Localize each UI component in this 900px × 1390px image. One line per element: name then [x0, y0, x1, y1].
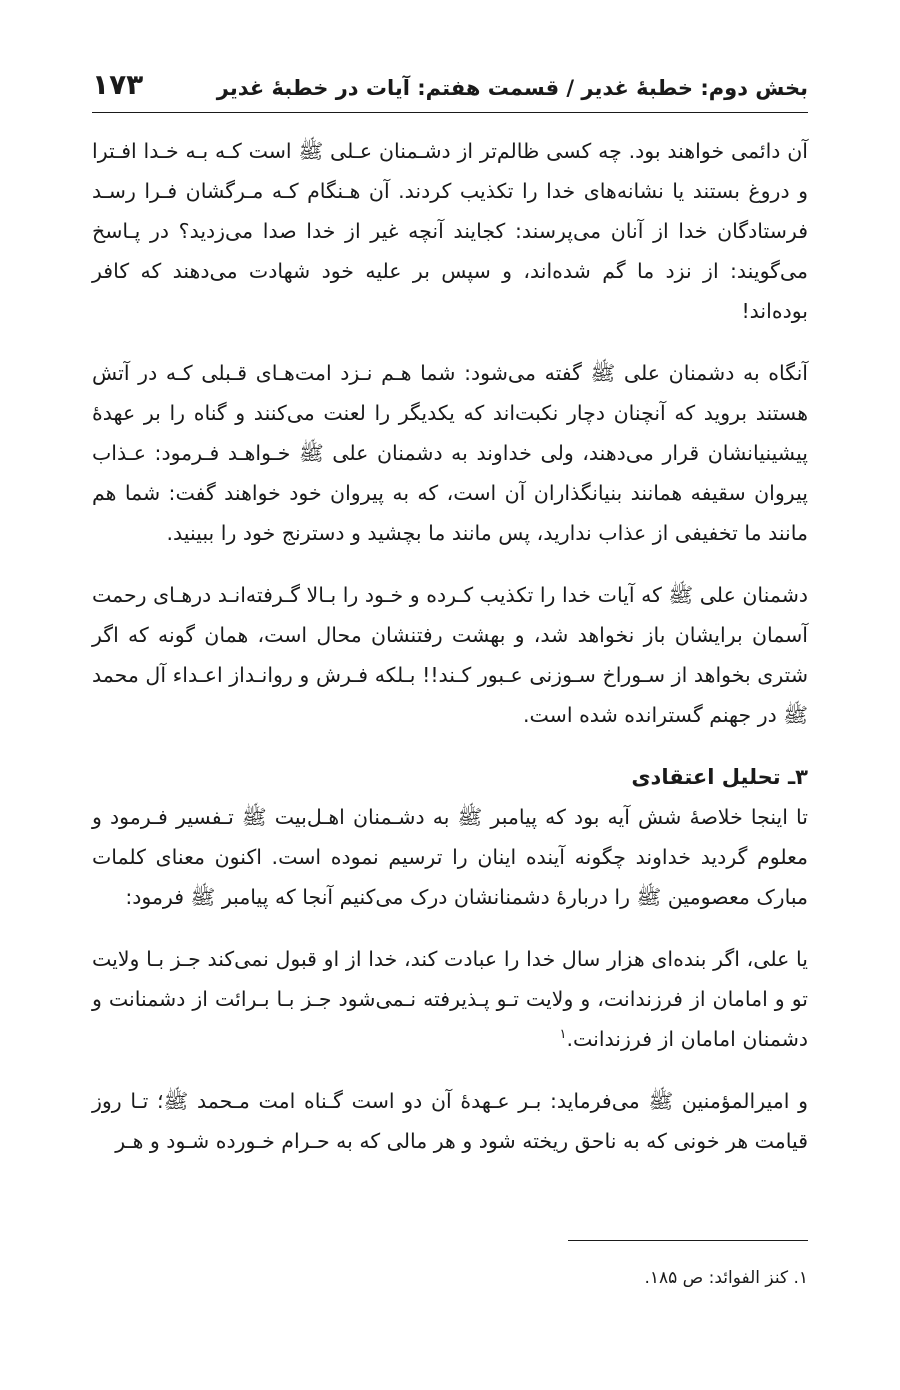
paragraph-3: دشمنان علی ﷺ که آیات خدا را تکذیب کـرده و خـود را بـالا گـرفته‌انـد درهـای رحمت آسمان برایشان باز نخواهد شد، و بهشت رفتنشان محال است، همان گونه که اگر شتری بخواهد از سـوراخ سـوزنی عـبور کـند!! بـلکه فـرش و روانـداز اعـداء آل محمد ﷺ در جهنم گسترانده شده است. — [92, 583, 808, 727]
footnote-reference: ۱ — [559, 1027, 567, 1043]
paragraph-4: تا اینجا خلاصهٔ شش آیه بود که پیامبر ﷺ به دشـمنان اهـل‌بیت ﷺ تـفسیر فـرمود و معلوم گردید خداوند چگونه آینده اینان را ترسیم نموده است. اکنون معنای کلمات مبارک معصومین ﷺ را دربارهٔ دشمنانشان درک می‌کنیم آنجا که پیامبر ﷺ فرمود: — [92, 805, 808, 909]
running-header — [92, 60, 808, 113]
paragraph-6: و امیرالمؤمنین ﷺ می‌فرماید: بـر عـهدهٔ آن دو است گـناه امت مـحمد ﷺ؛ تـا روز قیامت هر خونی که به ناحق ریخته شود و هر مالی که به حـرام خـورده شـود و هـر — [92, 1089, 808, 1153]
page — [92, 60, 808, 1161]
body-text — [92, 131, 808, 1161]
paragraph-2: آنگاه به دشمنان علی ﷺ گفته می‌شود: شما هـم نـزد امت‌هـای قـبلی کـه در آتش هستند بروید که آنچنان دچار نکبت‌اند که یکدیگر را لعنت می‌کنند و گناه را بر عهدهٔ پیشینیانشان قرار می‌دهند، ولی خداوند به دشمنان علی ﷺ خـواهـد فـرمود: عـذاب پیروان سقیفه همانند بنیانگذاران آن است، که به پیروان خود خواهند گفت: شما هم مانند ما تخفیفی از عذاب ندارید، پس مانند ما بچشید و دسترنج خود را ببینید. — [92, 361, 808, 545]
page-number: ۱۷۳ — [92, 68, 144, 101]
paragraph-5-text: یا علی، اگر بنده‌ای هزار سال خدا را عبادت کند، خدا از او قبول نمی‌کند جـز بـا ولایت تو و امامان از فرزندانت، و ولایت تـو پـذیرفته نـمی‌شود جـز بـا بـرائت از دشمنانت و دشمنان امامان از فرزندانت. — [92, 947, 808, 1051]
footnote-divider — [568, 1240, 808, 1241]
footnote: ۱. کنز الفوائد: ص ۱۸۵. — [644, 1268, 808, 1288]
section-heading: ۳ـ تحلیل اعتقادی — [631, 765, 808, 789]
paragraph-1: آن دائمی خواهند بود. چه کسی ظالم‌تر از دشـمنان عـلی ﷺ است کـه بـه خـدا افـترا و دروغ بستند یا نشانه‌های خدا را تکذیب کردند. آن هـنگام کـه مـرگشان فـرا رسـد فرستادگان خدا از آنان می‌پرسند: کجایند آنچه غیر از خدا صدا می‌زدید؟ در پـاسخ می‌گویند: از نزد ما گم شده‌اند، و سپس بر علیه خود شهادت می‌دهند که کافر بوده‌اند! — [92, 139, 808, 323]
paragraph-5-hadith — [92, 939, 808, 1059]
running-title: بخش دوم: خطبهٔ غدیر / قسمت هفتم: آیات در خطبهٔ غدیر — [216, 76, 808, 100]
